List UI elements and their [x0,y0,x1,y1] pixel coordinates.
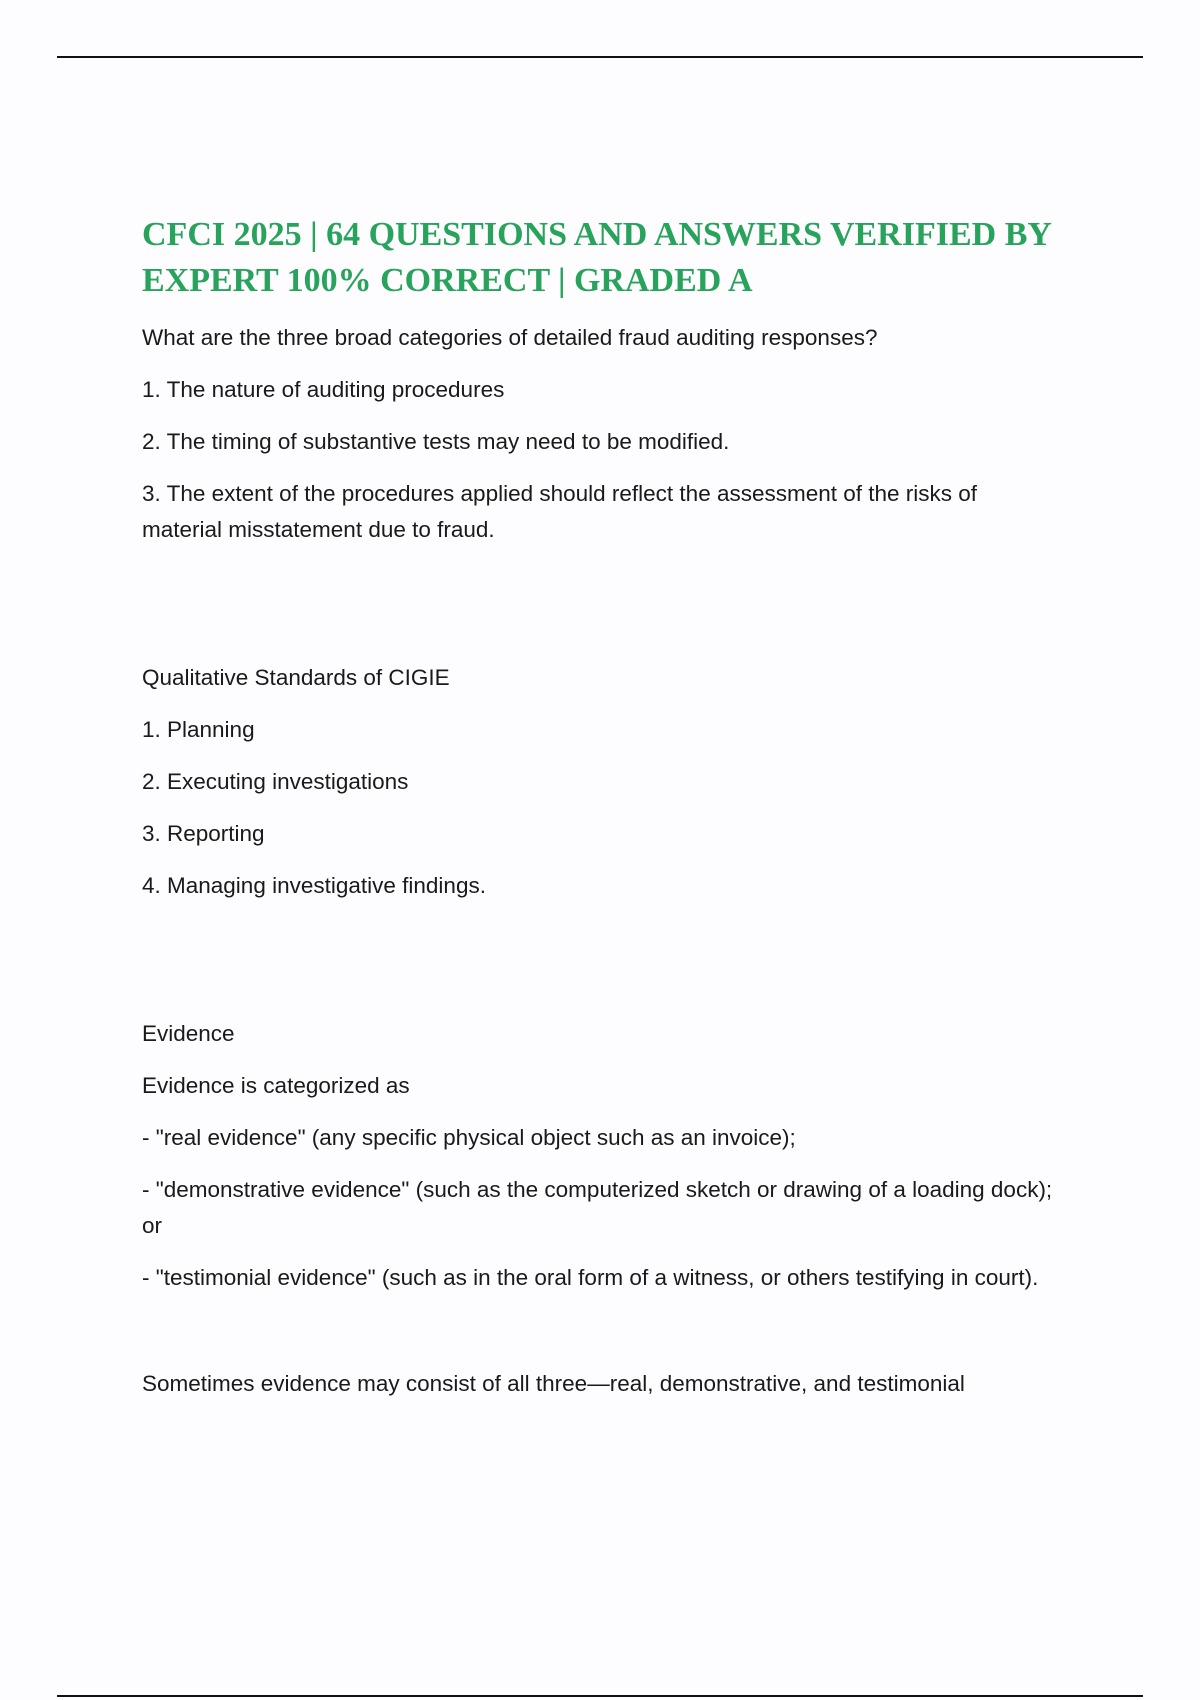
closing-note: Sometimes evidence may consist of all three—real, demonstrative, and testimonial [142,1371,965,1396]
answer-line: 4. Managing investigative findings. [142,873,486,898]
answer-line: 3. Reporting [142,821,265,846]
answer-line: 2. Executing investigations [142,769,409,794]
answer-line: 3. The extent of the procedures applied should reflect the assessment of the risks of material misstatement due to fraud. [142,481,978,542]
answer-line: Evidence is categorized as [142,1073,410,1098]
question-heading: What are the three broad categories of detailed fraud auditing responses? [142,325,878,350]
section-cigie-standards [142,660,1062,904]
answer-line: 1. The nature of auditing procedures [142,377,505,402]
spacer [142,920,1062,1016]
answer-line: 1. Planning [142,717,255,742]
question-heading: Evidence [142,1021,235,1046]
section-evidence [142,1016,1062,1402]
question-heading: Qualitative Standards of CIGIE [142,665,450,690]
answer-line: - "real evidence" (any specific physical object such as an invoice); [142,1125,796,1150]
document-body [142,212,1062,1418]
document-title: CFCI 2025 | 64 QUESTIONS AND ANSWERS VERIFIED BY EXPERT 100% CORRECT | GRADED A [142,216,1051,299]
footer-rule [57,1695,1143,1697]
header-rule [57,56,1143,58]
answer-line: 2. The timing of substantive tests may need to be modified. [142,429,730,454]
answer-line: - "demonstrative evidence" (such as the computerized sketch or drawing of a loading dock); or [142,1177,1053,1238]
spacer [142,564,1062,660]
spacer [142,1312,1062,1366]
answer-line: - "testimonial evidence" (such as in the oral form of a witness, or others testifying in court). [142,1265,1039,1290]
section-fraud-auditing-responses [142,320,1062,548]
